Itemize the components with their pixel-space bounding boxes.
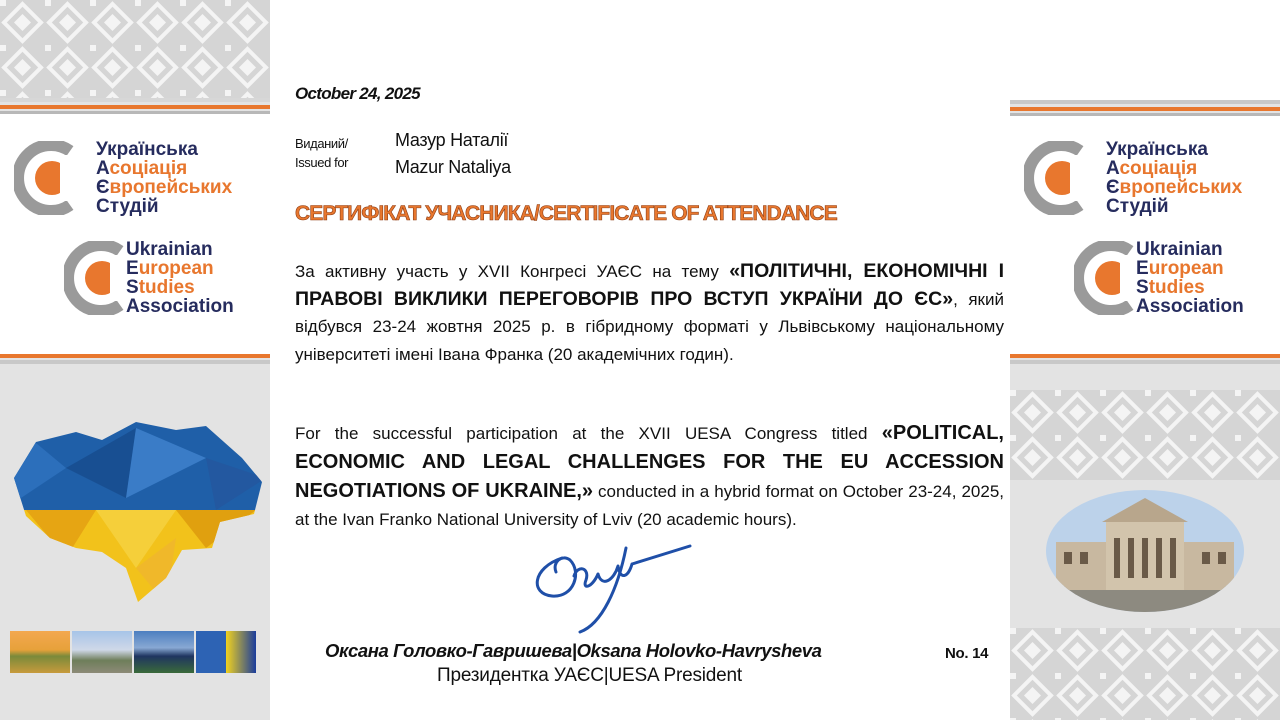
issued-for-label: Виданий/ Issued for bbox=[295, 136, 349, 170]
uaes-emblem-icon bbox=[1024, 141, 1098, 215]
city-photo bbox=[72, 631, 132, 673]
signer-name: Оксана Головко-Гавришева|Oksana Holovko-Havrysheva bbox=[325, 640, 822, 661]
uesa-logo-english-right bbox=[1074, 240, 1244, 316]
description-ukrainian: За активну участь у XVII Конгресі УАЄС на тему «ПОЛІТИЧНІ, ЕКОНОМІЧНІ І ПРАВОВІ ВИКЛИКИ ПЕРЕГОВОРІВ ПРО ВСТУП УКРАЇНИ ДО ЄС», який відбувся 23-24 жовтня 2025 р. в гібридному форматі у Львівському національному університеті імені Івана Франка (20 академічних годин). bbox=[295, 260, 1004, 364]
field-photo bbox=[10, 631, 70, 673]
certificate-body bbox=[270, 0, 1010, 720]
ukraine-map-illustration bbox=[6, 418, 266, 604]
issue-date: October 24, 2025 bbox=[295, 84, 420, 103]
signer-position: Президентка УАЄС|UESA President bbox=[437, 665, 742, 686]
landscape-photo bbox=[134, 631, 194, 673]
recipient-name-ua: Мазур Наталії bbox=[395, 130, 509, 150]
embroidery-ornament-middle bbox=[1010, 390, 1280, 480]
handwritten-signature bbox=[522, 528, 694, 636]
logo-text-ua: Українська Асоціація Європейських Студій bbox=[96, 139, 233, 217]
university-building-photo bbox=[1046, 490, 1244, 612]
recipient-name bbox=[395, 127, 511, 181]
certificate-number: No. 14 bbox=[945, 645, 989, 662]
embroidery-ornament-top bbox=[0, 0, 270, 98]
eu-ua-flags-photo bbox=[196, 631, 256, 673]
left-decor-panel bbox=[0, 0, 270, 720]
logo-text-en: Ukrainian European Studies Association bbox=[126, 239, 234, 317]
uaes-logo-ukrainian-right bbox=[1024, 140, 1242, 216]
uaes-logo-ukrainian bbox=[14, 140, 232, 216]
uaes-emblem-icon bbox=[14, 141, 88, 215]
logo-text-ua-right: Українська Асоціація Європейських Студій bbox=[1106, 139, 1243, 217]
embroidery-ornament-bottom bbox=[1010, 628, 1280, 720]
certificate-title: СЕРТИФІКАТ УЧАСНИКА/CERTIFICATE OF ATTENDANCE bbox=[295, 202, 837, 225]
description-english: For the successful participation at the XVII UESA Congress titled «POLITICAL, ECONOMIC AND LEGAL CHALLENGES FOR THE EU ACCESSION NEGOTIATIONS OF UKRAINE,» conducted in a hybrid format on October 23-24, 2025, at the Ivan Franko National University of Lviv (20 academic hours). bbox=[295, 422, 1005, 529]
recipient-name-en: Mazur Nataliya bbox=[395, 157, 511, 177]
logo-text-en-right: Ukrainian European Studies Association bbox=[1136, 239, 1244, 317]
right-decor-panel bbox=[1010, 0, 1280, 720]
photo-strip bbox=[10, 631, 256, 673]
uesa-logo-english bbox=[64, 240, 234, 316]
